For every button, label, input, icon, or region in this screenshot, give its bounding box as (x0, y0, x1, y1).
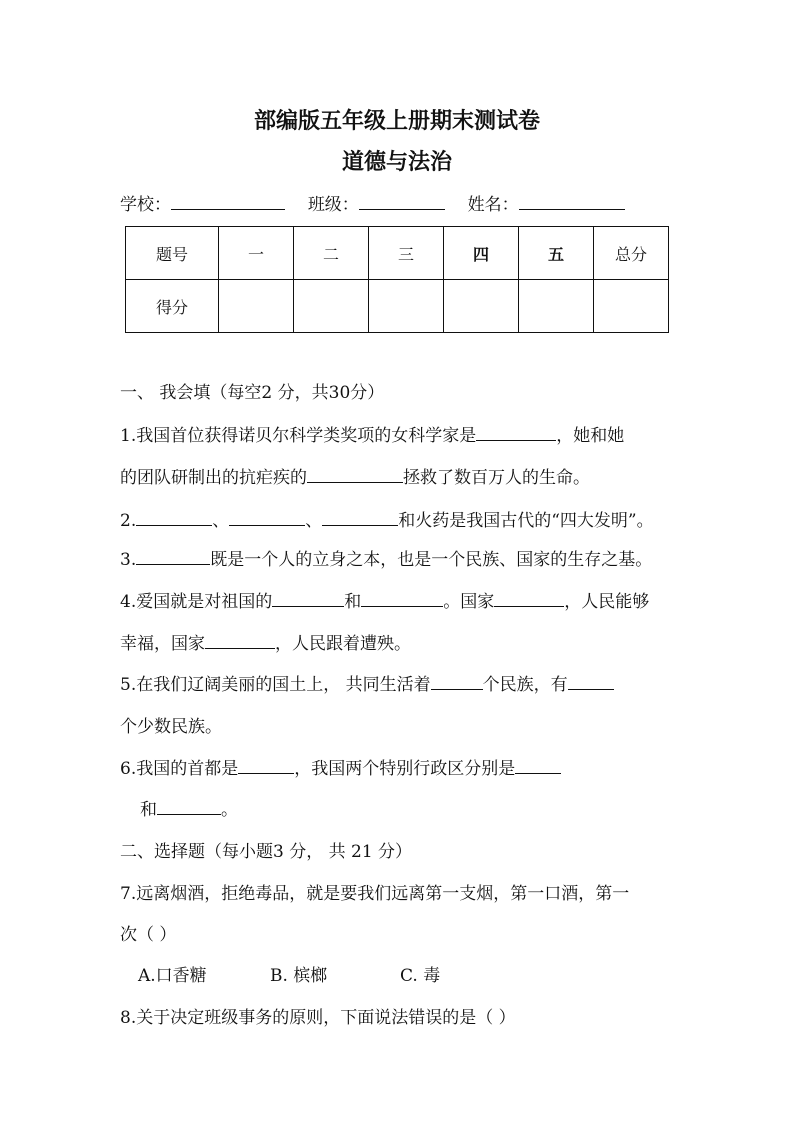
answer-blank[interactable] (494, 588, 564, 607)
score-cell[interactable] (294, 280, 369, 333)
question-text: 。 (221, 800, 238, 820)
question-1-line1 (120, 421, 624, 446)
page-title: 部编版五年级上册期末测试卷 (253, 108, 540, 134)
score-cell[interactable] (219, 280, 294, 333)
question-text: 的团队研制出的抗疟疾的 (120, 468, 307, 488)
student-info-line (120, 190, 625, 215)
question-text: 和 (344, 592, 362, 612)
table-cell: 总分 (594, 227, 669, 280)
answer-blank[interactable] (476, 422, 556, 441)
question-4-line1 (120, 587, 649, 612)
page-subtitle: 道德与法治 (341, 149, 452, 175)
answer-blank[interactable] (136, 546, 210, 565)
table-cell: 五 (519, 227, 594, 280)
question-6-line1 (120, 754, 561, 779)
question-text: 1.我国首位获得诺贝尔科学类奖项的女科学家是 (120, 426, 477, 446)
section2-heading: 二、选择题（每小题3 分， 共 21 分） (120, 842, 413, 862)
question-text: 4.爱国就是对祖国的 (120, 592, 273, 612)
answer-blank[interactable] (515, 755, 561, 774)
answer-blank[interactable] (157, 796, 221, 815)
table-cell: 题号 (126, 227, 219, 280)
score-table-score-row (126, 280, 669, 333)
question-text: 6.我国的首都是 (120, 759, 239, 779)
answer-blank[interactable] (322, 507, 398, 526)
question-5-line2: 个少数民族。 (120, 717, 222, 737)
table-cell: 四 (444, 227, 519, 280)
section1-heading: 一、 我会填（每空2 分，共30分） (120, 383, 385, 403)
question-4-line2 (120, 629, 411, 654)
question-text: 和 (140, 800, 157, 820)
question-text: 既是一个人的立身之本，也是一个民族、国家的生存之基。 (210, 550, 653, 570)
question-text: 。国家 (443, 592, 495, 612)
answer-blank[interactable] (136, 507, 212, 526)
question-6-line2 (140, 795, 238, 820)
question-text: 幸福，国家 (120, 634, 205, 654)
answer-blank[interactable] (431, 671, 483, 690)
score-table (125, 226, 669, 333)
answer-blank[interactable] (272, 588, 344, 607)
question-text: 、 (212, 511, 230, 531)
answer-blank[interactable] (307, 464, 403, 483)
school-label: 学校： (120, 195, 171, 215)
question-text: ，人民跟着遭殃。 (275, 634, 411, 654)
answer-blank[interactable] (229, 507, 305, 526)
question-text: 3. (120, 550, 137, 570)
score-cell[interactable] (594, 280, 669, 333)
question-text: 、 (305, 511, 323, 531)
question-text: ，她和她 (556, 426, 625, 446)
question-text: 5.在我们辽阔美丽的国土上， 共同生活着 (120, 675, 431, 695)
table-cell: 一 (219, 227, 294, 280)
question-8: 8.关于决定班级事务的原则，下面说法错误的是（ ） (120, 1008, 516, 1028)
score-table-header-row (126, 227, 669, 280)
question-text: ，我国两个特别行政区分别是 (294, 759, 516, 779)
table-cell: 得分 (126, 280, 219, 333)
class-field[interactable] (359, 191, 445, 210)
question-text: 个民族，有 (482, 675, 568, 695)
question-text: 拯救了数百万人的生命。 (403, 468, 590, 488)
class-label: 班级： (307, 195, 359, 215)
answer-blank[interactable] (238, 755, 294, 774)
question-text: 2. (120, 511, 137, 531)
answer-blank[interactable] (361, 588, 443, 607)
table-cell: 二 (294, 227, 369, 280)
question-text: ，人民能够 (564, 592, 650, 612)
school-field[interactable] (171, 191, 285, 210)
question-7-option-a[interactable]: A.口香糖 (138, 966, 207, 986)
question-2 (120, 506, 654, 531)
name-label: 姓名： (467, 195, 519, 215)
score-cell[interactable] (369, 280, 444, 333)
score-cell[interactable] (444, 280, 519, 333)
question-7-option-c[interactable]: C. 毒 (400, 966, 441, 986)
question-7-line1: 7.远离烟酒，拒绝毒品，就是要我们远离第一支烟，第一口酒，第一 (120, 884, 630, 904)
question-3 (120, 545, 652, 570)
question-1-line2 (120, 463, 590, 488)
question-5-line1 (120, 670, 614, 695)
name-field[interactable] (519, 191, 625, 210)
answer-blank[interactable] (568, 671, 614, 690)
score-cell[interactable] (519, 280, 594, 333)
table-cell: 三 (369, 227, 444, 280)
question-7-option-b[interactable]: B. 槟榔 (270, 966, 328, 986)
question-text: 和火药是我国古代的“四大发明”。 (398, 511, 654, 531)
question-7-line2: 次（ ） (120, 925, 177, 945)
answer-blank[interactable] (205, 630, 275, 649)
